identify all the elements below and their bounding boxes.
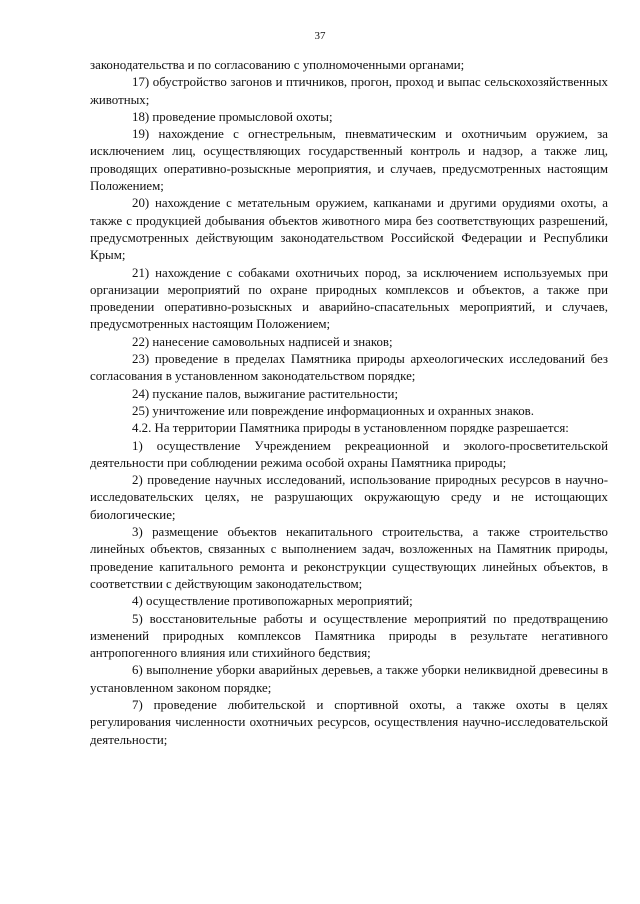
paragraph-allowed-1: 1) осуществление Учреждением рекреационной и эколого-просветительской деятельности при соблюдении режима особой охраны Памятника природы; [90,438,608,470]
paragraph-allowed-4: 4) осуществление противопожарных мероприятий; [132,594,413,609]
paragraph-allowed-7: 7) проведение любительской и спортивной охоты, а также охоты в целях регулирования численности охотничьих ресурсов, осуществления научно-исследовательской деятельности; [90,697,608,747]
paragraph-section-4-2: 4.2. На территории Памятника природы в установленном порядке разрешается: [132,421,569,436]
paragraph-item-19: 19) нахождение с огнестрельным, пневматическим и охотничьим оружием, за исключением лиц, осуществляющих государственный контроль и надзор, а также лиц, проводящих оперативно-розыскные мероприятия, и случаев, предусмотренных настоящим Положением; [90,127,608,194]
paragraph-item-21: 21) нахождение с собаками охотничьих пород, за исключением используемых при организации мероприятий по охране природных комплексов и объектов, а также при проведении оперативно-розыскных и аварийно-спасательных мероприятий, и случаев, предусмотренных настоящим Положением; [90,265,608,332]
paragraph-allowed-2: 2) проведение научных исследований, использование природных ресурсов в научно-исследовательских целях, не разрушающих окружающую среду и не истощающих биологические; [90,473,608,522]
paragraph-continuation: законодательства и по согласованию с уполномоченными органами; [90,58,465,72]
paragraph-item-20: 20) нахождение с метательным оружием, капканами и другими орудиями охоты, а также с продукцией добывания объектов животного мира без соответствующих разрешений, предусмотренных действующим законодательством Российской Федерации и Республики Крым; [90,196,608,263]
page-number: 37 [314,30,326,42]
paragraph-item-24: 24) пускание палов, выжигание растительности; [132,386,399,401]
paragraph-item-25: 25) уничтожение или повреждение информационных и охранных знаков. [132,403,534,418]
paragraph-allowed-5: 5) восстановительные работы и осуществление мероприятий по предотвращению изменений природных комплексов Памятника природы в результате негативного антропогенного влияния или стихийного бедствия; [90,611,608,661]
paragraph-item-18: 18) проведение промысловой охоты; [132,109,333,124]
document-body [90,57,608,749]
paragraph-allowed-6: 6) выполнение уборки аварийных деревьев, а также уборки неликвидной древесины в установленном законом порядке; [90,663,608,695]
paragraph-item-22: 22) нанесение самовольных надписей и знаков; [132,334,393,349]
paragraph-item-17: 17) обустройство загонов и птичников, прогон, проход и выпас сельскохозяйственных животных; [90,75,608,107]
paragraph-allowed-3: 3) размещение объектов некапитального строительства, а также строительство линейных объектов, связанных с выполнением задач, возложенных на Памятник природы, проведение капитального ремонта и реконструкции существующих линейных объектов, в соответствии с действующим законодательством; [90,525,608,591]
paragraph-item-23: 23) проведение в пределах Памятника природы археологических исследований без согласования в установленном законодательством порядке; [90,352,608,384]
